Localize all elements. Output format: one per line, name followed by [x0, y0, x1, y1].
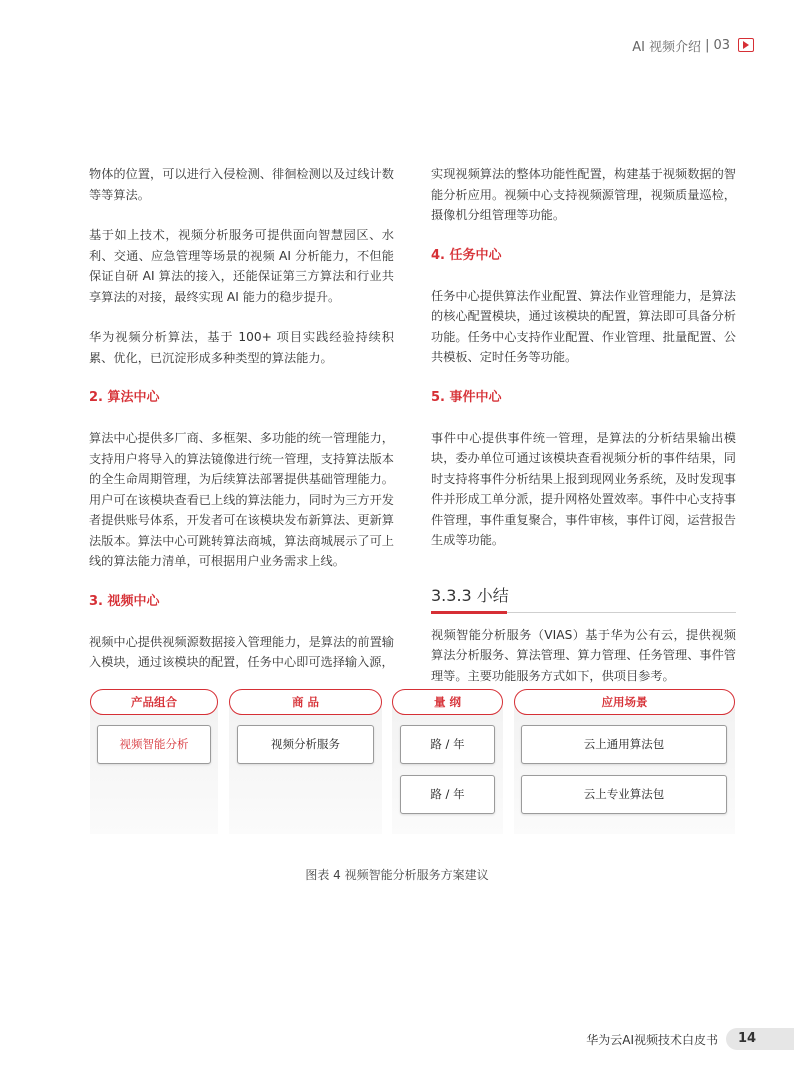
column-header-scene: 应用场景 [514, 689, 735, 715]
figure-caption: 图表 4 视频智能分析服务方案建议 [305, 868, 489, 882]
paragraph: 事件中心提供事件统一管理，是算法的分析结果输出模块，委办单位可通过该模块查看视频分析的事件结果，同时支持将事件分析结果上报到现网业务系统，及时发现事件并形成工单分派，提升网格处置效率。事件中心支持事件管理，事件重复聚合，事件审核，事件订阅，运营报告生成等功能。 [431, 430, 736, 547]
page-footer [586, 1028, 794, 1050]
quantity-box: 路 / 年 [400, 725, 495, 764]
section-heading-algorithm-center: 2. 算法中心 [89, 390, 160, 405]
column-scene [514, 689, 735, 834]
paragraph: 视频智能分析服务（VIAS）基于华为公有云，提供视频算法分析服务、算法管理、算力管理、任务管理、事件管理等。主要功能服务方式如下，供项目参考。 [431, 627, 736, 683]
scene-box-general: 云上通用算法包 [521, 725, 727, 764]
paragraph: 基于如上技术，视频分析服务可提供面向智慧园区、水利、交通、应急管理等场景的视频 AI 分析能力，不但能保证自研 AI 算法的接入，还能保证第三方算法和行业共享算法的对接，最终实现 AI 能力的稳步提升。 [89, 228, 394, 304]
right-column [431, 164, 736, 686]
running-header [632, 36, 754, 54]
paragraph: 任务中心提供算法作业配置、算法作业管理能力，是算法的核心配置模块，通过该模块的配置，算法即可具备分析功能。任务中心支持作业配置、作业管理、批量配置、公共模板、定时任务等功能。 [431, 288, 736, 364]
paragraph: 物体的位置，可以进行入侵检测、徘徊检测以及过线计数等等算法。 [89, 167, 394, 202]
product-item-box: 视频智能分析 [97, 725, 211, 764]
page-number: 14 [726, 1028, 794, 1050]
column-quantity [392, 689, 503, 834]
paragraph: 算法中心提供多厂商、多框架、多功能的统一管理能力，支持用户将导入的算法镜像进行统一管理，支持算法版本的全生命周期管理，为后续算法部署提供基础管理能力。用户可在该模块查看已上线的算法能力，同时为三方开发者提供账号体系，开发者可在该模块发布新算法、更新算法版本。算法中心可跳转算法商城，算法商城展示了可上线的算法能力清单，可根据用户业务需求上线。 [89, 431, 394, 568]
left-column [89, 164, 394, 673]
header-section-number: 03 [713, 37, 730, 53]
book-title: 华为云AI视频技术白皮书 [586, 1032, 718, 1047]
section-heading-event-center: 5. 事件中心 [431, 389, 502, 405]
section-heading-video-center: 3. 视频中心 [89, 593, 160, 609]
header-separator: | [705, 37, 710, 53]
play-icon [738, 38, 754, 52]
column-product [90, 689, 218, 834]
paragraph: 视频中心提供视频源数据接入管理能力，是算法的前置输入模块，通过该模块的配置，任务中心即可选择输入源， [89, 634, 394, 669]
column-header-product: 产品组合 [90, 689, 218, 715]
column-header-goods: 商 品 [229, 689, 382, 715]
quantity-box: 路 / 年 [400, 775, 495, 814]
goods-item-box: 视频分析服务 [237, 725, 374, 764]
section-heading-task-center: 4. 任务中心 [431, 247, 502, 263]
paragraph: 实现视频算法的整体功能性配置，构建基于视频数据的智能分析应用。视频中心支持视频源管理，视频质量巡检，摄像机分组管理等功能。 [431, 167, 736, 222]
subsection-heading-summary: 3.3.3 小结 [431, 583, 736, 613]
header-section-label: AI 视频介绍 [632, 39, 702, 55]
column-header-quantity: 量 纲 [392, 689, 503, 715]
scene-box-professional: 云上专业算法包 [521, 775, 727, 814]
paragraph: 华为视频分析算法，基于 100+ 项目实践经验持续积累、优化，已沉淀形成多种类型的算法能力。 [89, 330, 394, 365]
column-goods [229, 689, 382, 834]
service-diagram [90, 689, 735, 834]
